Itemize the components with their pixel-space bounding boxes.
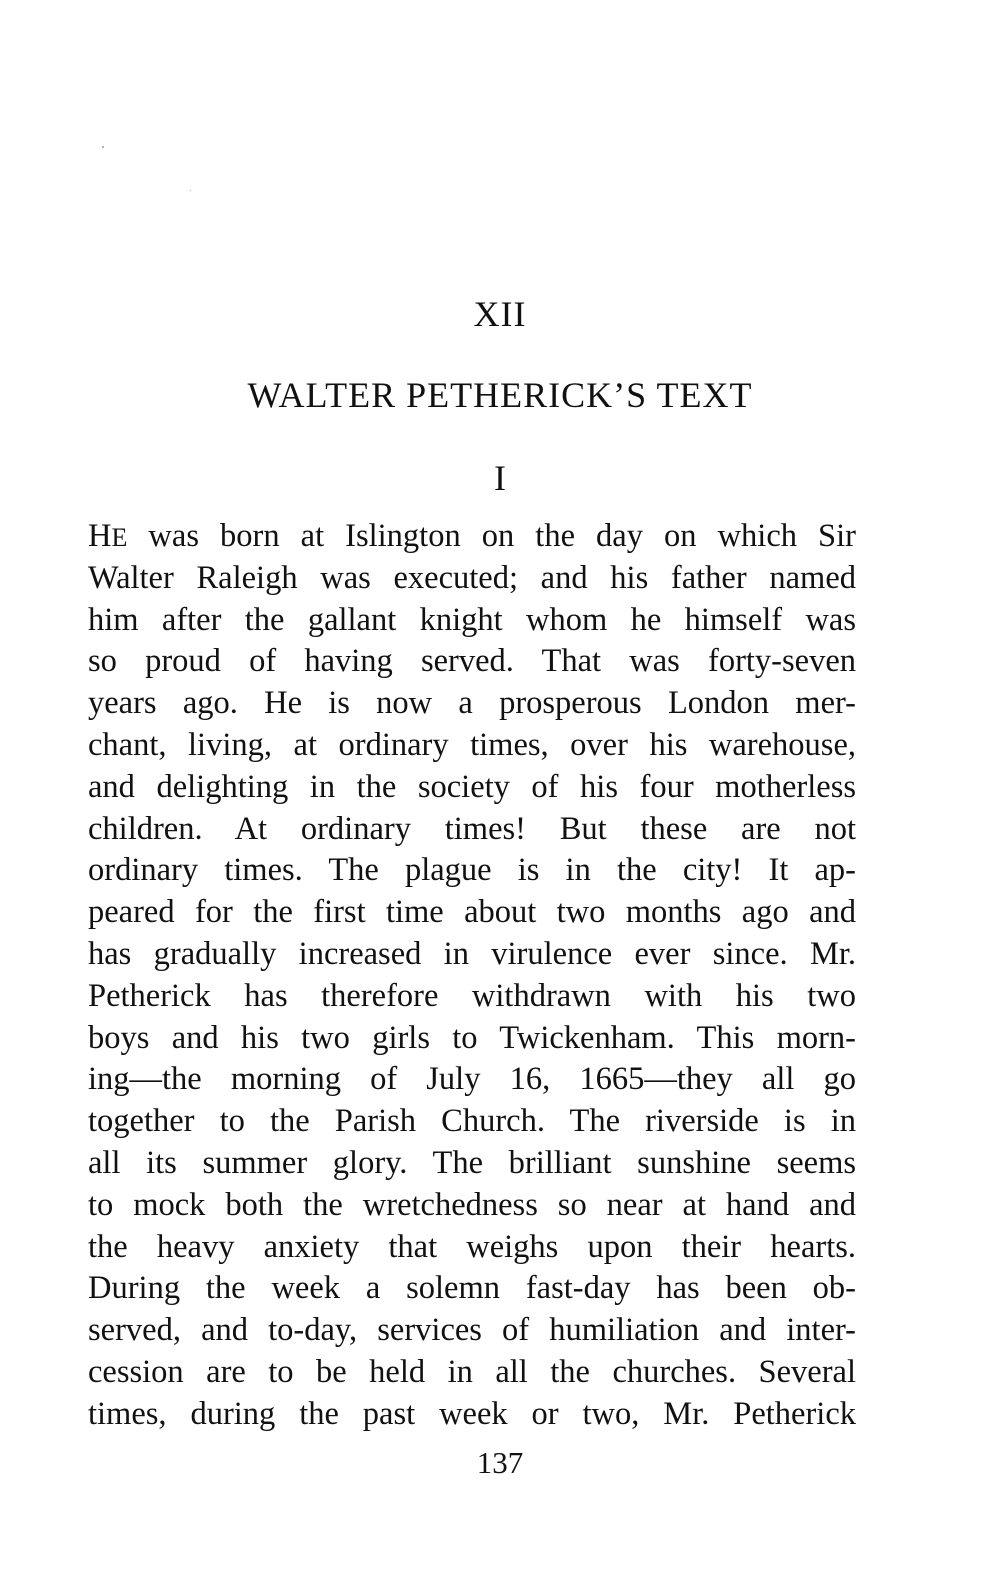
text-line: him after the gallant knight whom he himself was	[88, 601, 856, 638]
text-line: times, during the past week or two, Mr. Petherick	[88, 1395, 856, 1432]
text-line: served, and to-day, services of humiliation and inter-	[88, 1312, 856, 1349]
text-line: chant, living, at ordinary times, over his warehouse,	[88, 726, 856, 763]
text-line: Petherick has therefore withdrawn with his two	[88, 977, 856, 1014]
section-number: I	[494, 458, 506, 498]
text-line: Walter Raleigh was executed; and his father named	[88, 559, 856, 596]
opening-small-caps: E	[111, 523, 128, 552]
text-line: together to the Parish Church. The riverside is in	[88, 1103, 856, 1140]
text-line	[88, 516, 856, 558]
text-line: the heavy anxiety that weighs upon their hearts.	[88, 1228, 856, 1265]
text-line: During the week a solemn fast-day has been ob-	[88, 1270, 856, 1307]
text-line-content: was born at Islington on the day on which Sir	[127, 518, 856, 554]
chapter-number: XII	[473, 294, 527, 334]
text-line: boys and his two girls to Twickenham. This morn-	[88, 1019, 856, 1056]
text-line: ing—the morning of July 16, 1665—they all go	[88, 1061, 856, 1098]
print-speck	[190, 190, 191, 191]
page-number: 137	[476, 1445, 524, 1480]
text-line: all its summer glory. The brilliant sunshine seems	[88, 1144, 856, 1181]
chapter-title: WALTER PETHERICK’S TEXT	[247, 375, 753, 415]
opening-capital: H	[88, 518, 112, 554]
text-line: cession are to be held in all the churches. Several	[88, 1353, 856, 1390]
text-line: ordinary times. The plague is in the city! It ap-	[88, 852, 856, 889]
text-line: has gradually increased in virulence ever since. Mr.	[88, 935, 856, 972]
text-line: so proud of having served. That was forty-seven	[88, 643, 856, 680]
text-line: to mock both the wretchedness so near at hand and	[88, 1186, 856, 1223]
text-line: years ago. He is now a prosperous London mer-	[88, 685, 856, 722]
text-line: children. At ordinary times! But these are not	[88, 810, 856, 847]
print-speck	[102, 146, 104, 148]
text-line: and delighting in the society of his four motherless	[88, 768, 856, 805]
body-text	[88, 516, 856, 1436]
text-line: peared for the first time about two months ago and	[88, 894, 856, 931]
